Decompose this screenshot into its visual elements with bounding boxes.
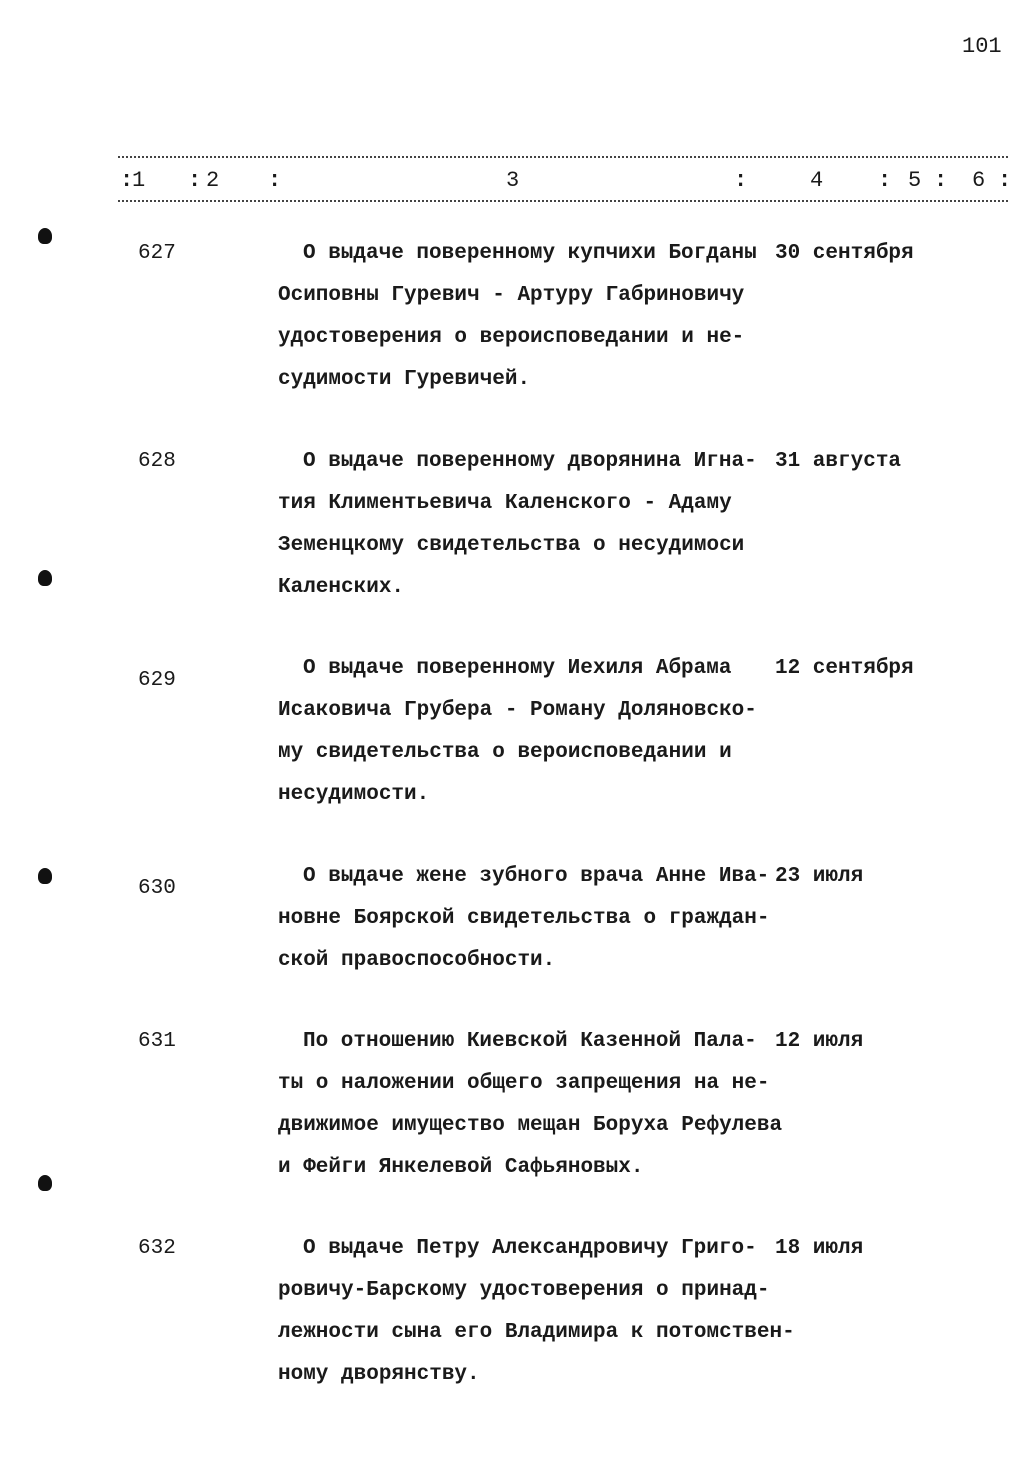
entry-number: 630	[138, 877, 176, 900]
entry-text-line: Каленских.	[278, 576, 405, 599]
punch-hole-mark	[38, 868, 52, 884]
entry-text-line: О выдаче жене зубного врача Анне Ива-	[303, 865, 770, 888]
entry-number: 629	[138, 669, 176, 692]
entry-date: 12 сентября	[775, 657, 914, 680]
col-3-label: 3	[506, 168, 520, 193]
column-header: : 1 : 2 : 3 : 4 : 5 : 6 :	[120, 168, 1012, 193]
entry-text-line: судимости Гуревичей.	[278, 368, 531, 391]
entry-text-line: По отношению Киевской Казенной Пала-	[303, 1030, 757, 1053]
entry-text-line: лежности сына его Владимира к потомствен-	[278, 1321, 795, 1344]
entry-date: 23 июля	[775, 865, 864, 888]
punch-hole-mark	[38, 570, 52, 586]
punch-hole-mark	[38, 1175, 52, 1191]
col-2-label: 2	[206, 168, 220, 193]
entry-text-line: О выдаче поверенному Иехиля Абрама	[303, 657, 732, 680]
entry-text-line: и Фейги Янкелевой Сафьяновых.	[278, 1156, 644, 1179]
entry-number: 627	[138, 242, 176, 265]
entry-text-line: О выдаче поверенному купчихи Богданы	[303, 242, 757, 265]
entry-text-line: ному дворянству.	[278, 1363, 480, 1386]
entry-text-line: Осиповны Гуревич - Артуру Габриновичу	[278, 284, 745, 307]
entry-number: 628	[138, 450, 176, 473]
col-4-label: 4	[810, 168, 824, 193]
entry-text-line: движимое имущество мещан Боруха Рефулева	[278, 1114, 783, 1137]
entry-text-line: Земенцкому свидетельства о несудимоси	[278, 534, 745, 557]
page-number: 101	[962, 34, 1002, 59]
entry-number: 632	[138, 1237, 176, 1260]
col-1-label: 1	[132, 168, 146, 193]
entry-date: 30 сентября	[775, 242, 914, 265]
entry-text-line: несудимости.	[278, 783, 430, 806]
entry-date: 31 августа	[775, 450, 902, 473]
entry-text-line: О выдаче поверенному дворянина Игна-	[303, 450, 757, 473]
entry-date: 12 июля	[775, 1030, 864, 1053]
col-6-label: 6	[972, 168, 986, 193]
entry-text-line: тия Климентьевича Каленского - Адаму	[278, 492, 732, 515]
entry-text-line: ской правоспособности.	[278, 949, 556, 972]
entry-text-line: новне Боярской свидетельства о граждан-	[278, 907, 770, 930]
entry-text-line: Исаковича Грубера - Роману Доляновско-	[278, 699, 757, 722]
entry-text-line: удостоверения о вероисповедании и не-	[278, 326, 745, 349]
header-top-rule	[118, 156, 1008, 158]
col-5-label: 5	[908, 168, 922, 193]
entry-text-line: му свидетельства о вероисповедании и	[278, 741, 732, 764]
entry-date: 18 июля	[775, 1237, 864, 1260]
punch-hole-mark	[38, 228, 52, 244]
header-bottom-rule	[118, 200, 1008, 202]
entry-number: 631	[138, 1030, 176, 1053]
entry-text-line: ровичу-Барскому удостоверения о принад-	[278, 1279, 770, 1302]
entry-text-line: О выдаче Петру Александровичу Григо-	[303, 1237, 757, 1260]
entry-text-line: ты о наложении общего запрещения на не-	[278, 1072, 770, 1095]
